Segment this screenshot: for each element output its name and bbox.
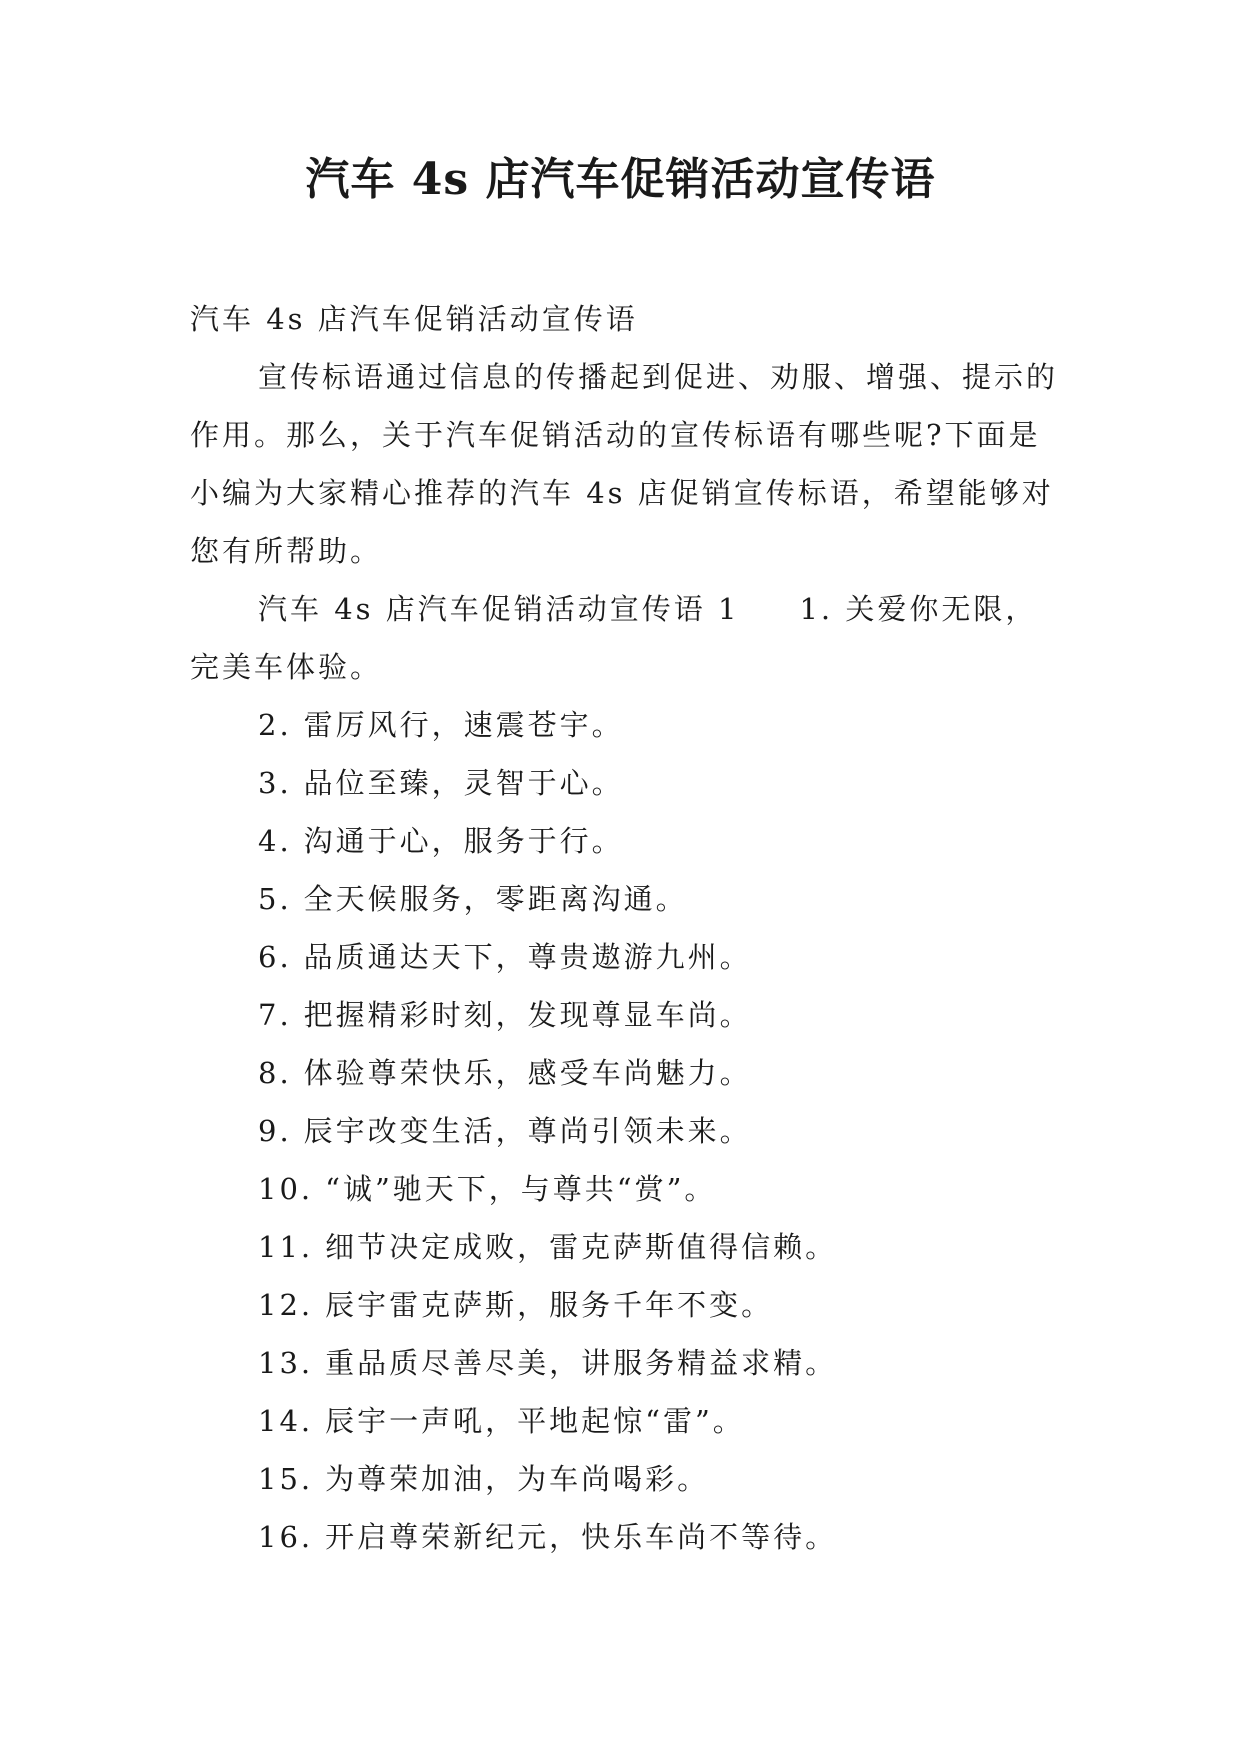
list-item-text: 关爱你无限，完美车体验。: [190, 592, 1038, 684]
list-item: [190, 1508, 1060, 1566]
list-item-number: 15.: [258, 1462, 314, 1496]
slogan-list: [190, 696, 1060, 1566]
list-item-text: 开启尊荣新纪元，快乐车尚不等待。: [325, 1520, 838, 1554]
section-heading: 汽车 4s 店汽车促销活动宣传语 1: [258, 592, 740, 626]
intro-paragraph: 宣传标语通过信息的传播起到促进、劝服、增强、提示的作用。那么，关于汽车促销活动的宣传标语有哪些呢?下面是小编为大家精心推荐的汽车 4s 店促销宣传标语，希望能够对您有所帮助。: [190, 360, 1059, 568]
list-item-number: 1.: [799, 592, 834, 626]
list-item: [190, 1392, 1060, 1450]
list-item-text: 辰宇一声吼，平地起惊“雷”。: [325, 1404, 745, 1438]
list-item: [190, 1218, 1060, 1276]
list-item-number: 6.: [258, 940, 292, 974]
list-item: [190, 754, 1060, 812]
list-item-text: 全天候服务，零距离沟通。: [303, 882, 688, 916]
list-item-text: 把握精彩时刻，发现尊显车尚。: [303, 998, 752, 1032]
list-item-text: 细节决定成败，雷克萨斯值得信赖。: [325, 1230, 838, 1264]
list-item-number: 4.: [258, 824, 292, 858]
list-item-text: 品位至臻，灵智于心。: [303, 766, 624, 800]
list-item: [190, 1334, 1060, 1392]
list-item-text: 为尊荣加油，为车尚喝彩。: [325, 1462, 710, 1496]
list-item: [190, 1102, 1060, 1160]
list-item-number: 14.: [258, 1404, 314, 1438]
list-item: [190, 870, 1060, 928]
section-paragraph: [190, 580, 1060, 696]
list-item-number: 8.: [258, 1056, 292, 1090]
list-item-number: 2.: [258, 708, 292, 742]
list-item: [190, 1276, 1060, 1334]
list-item: [190, 696, 1060, 754]
list-item-number: 9.: [258, 1114, 292, 1148]
list-item-text: 辰宇改变生活，尊尚引领未来。: [303, 1114, 752, 1148]
list-item-number: 16.: [258, 1520, 314, 1554]
document-subtitle: 汽车 4s 店汽车促销活动宣传语: [190, 302, 638, 336]
list-item-text: 重品质尽善尽美，讲服务精益求精。: [325, 1346, 838, 1380]
list-item-number: 3.: [258, 766, 292, 800]
list-item-number: 7.: [258, 998, 292, 1032]
list-item-number: 5.: [258, 882, 292, 916]
list-item: [190, 928, 1060, 986]
list-item: [190, 1450, 1060, 1508]
list-item-number: 11.: [258, 1230, 314, 1264]
list-item-text: 沟通于心，服务于行。: [303, 824, 624, 858]
list-item-number: 12.: [258, 1288, 314, 1322]
document-title: 汽车 4s 店汽车促销活动宣传语: [305, 154, 936, 205]
list-item-text: 雷厉风行，速震苍宇。: [303, 708, 624, 742]
list-item-text: 体验尊荣快乐，感受车尚魅力。: [303, 1056, 752, 1090]
list-item: [190, 1160, 1060, 1218]
list-item-text: “诚”驰天下，与尊共“赏”。: [325, 1172, 717, 1206]
list-item-number: 13.: [258, 1346, 314, 1380]
document-body: [190, 290, 1060, 1566]
list-item: [190, 1044, 1060, 1102]
list-item-text: 品质通达天下，尊贵遨游九州。: [303, 940, 752, 974]
list-item-text: 辰宇雷克萨斯，服务千年不变。: [325, 1288, 774, 1322]
list-item: [190, 986, 1060, 1044]
list-item-number: 10.: [258, 1172, 314, 1206]
list-item: [190, 812, 1060, 870]
